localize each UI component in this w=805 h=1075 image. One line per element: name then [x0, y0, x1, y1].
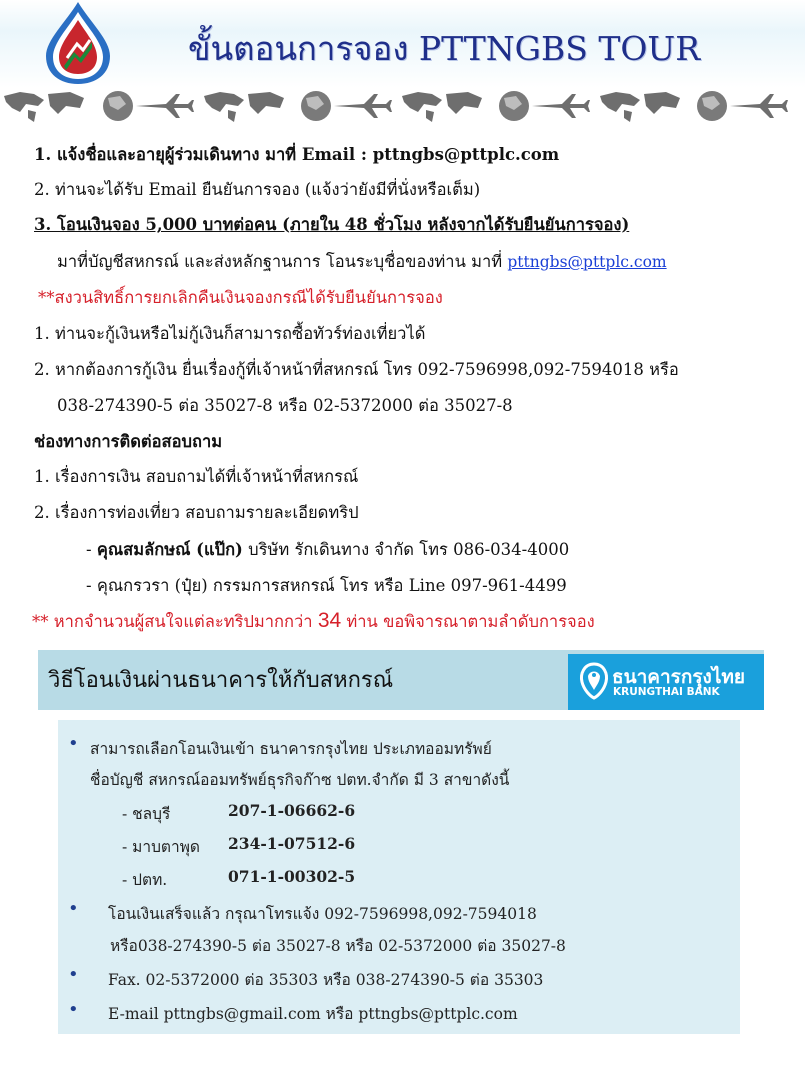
contact-item-2: 2. เรื่องการท่องเที่ยว สอบถามรายละเอียดทริป	[34, 503, 359, 522]
step-1: 1. แจ้งชื่อและอายุผู้ร่วมเดินทาง มาที่ Email : pttngbs@pttplc.com	[34, 145, 560, 164]
bank-intro-1: สามารถเลือกโอนเงินเข้า ธนาคารกรุงไทย ประเภทออมทรัพย์	[90, 740, 492, 758]
airplane-icon	[136, 94, 194, 118]
contact-person-1	[86, 537, 569, 563]
branch-name: - ปตท.	[122, 871, 168, 889]
contact-person-1-name: คุณสมลักษณ์ (แป๊ก)	[96, 540, 243, 559]
bank-section-title: วิธีโอนเงินผ่านธนาคารให้กับสหกรณ์	[48, 668, 394, 693]
branch-account: 234-1-07512-6	[228, 834, 356, 853]
krungthai-logo-thai: ธนาคารกรุงไทย	[612, 666, 746, 688]
step-2: 2. ท่านจะได้รับ Email ยืนยันการจอง (แจ้งว่ายังมีที่นั่งหรือเต็ม)	[34, 180, 481, 199]
bullet-icon: •	[68, 999, 79, 1020]
notice-number: 34	[317, 609, 342, 632]
transfer-notify-2: หรือ038-274390-5 ต่อ 35027-8 หรือ 02-5372000 ต่อ 35027-8	[110, 937, 566, 955]
email-line: E-mail pttngbs@gmail.com หรือ pttngbs@pttplc.com	[108, 1005, 518, 1023]
transfer-notify-1: โอนเงินเสร็จแล้ว กรุณาโทรแจ้ง 092-7596998,092-7594018	[108, 905, 537, 923]
bullet-icon: •	[68, 964, 79, 985]
ptt-drop-logo-icon	[40, 0, 116, 86]
rights-heading: **สงวนสิทธิ์การยกเลิกคืนเงินจองกรณีได้รับยืนยันการจอง	[38, 288, 443, 307]
rights-item-2-cont: 038-274390-5 ต่อ 35027-8 หรือ 02-5372000 ต่อ 35027-8	[57, 396, 513, 415]
contact-heading: ช่องทางการติดต่อสอบถาม	[34, 432, 223, 451]
email-link[interactable]: pttngbs@pttplc.com	[507, 253, 667, 271]
bullet-icon: •	[68, 898, 79, 919]
step-3-detail-text: มาที่บัญชีสหกรณ์ และส่งหลักฐานการ โอนระบุชื่อของท่าน มาที่	[57, 252, 503, 271]
contact-person-1-prefix: -	[86, 540, 97, 559]
branch-account: 207-1-06662-6	[228, 801, 356, 820]
krungthai-bird-icon	[578, 660, 610, 702]
step-3-detail	[57, 249, 667, 275]
world-map-strip-icon	[0, 86, 805, 126]
krungthai-logo-english: KRUNGTHAI BANK	[613, 686, 720, 698]
rights-item-1: 1. ท่านจะกู้เงินหรือไม่กู้เงินก็สามารถซื้อทัวร์ท่องเที่ยวได้	[34, 324, 426, 343]
notice-text-pre: ** หากจำนวนผู้สนใจแต่ละทริปมากกว่า	[32, 612, 318, 631]
contact-person-1-detail: บริษัท รักเดินทาง จำกัด โทร 086-034-4000	[242, 540, 570, 559]
bank-intro-2: ชื่อบัญชี สหกรณ์ออมทรัพย์ธุรกิจก๊าซ ปตท.จำกัด มี 3 สาขาดังนี้	[90, 771, 510, 789]
branch-account: 071-1-00302-5	[228, 867, 356, 886]
fax-line: Fax. 02-5372000 ต่อ 35303 หรือ 038-274390-5 ต่อ 35303	[108, 971, 544, 989]
step-3: 3. โอนเงินจอง 5,000 บาทต่อคน (ภายใน 48 ชั่วโมง หลังจากได้รับยืนยันการจอง)	[34, 215, 630, 234]
rights-item-2: 2. หากต้องการกู้เงิน ยื่นเรื่องกู้ที่เจ้าหน้าที่สหกรณ์ โทร 092-7596998,092-7594018 หรือ	[34, 360, 679, 379]
contact-item-1: 1. เรื่องการเงิน สอบถามได้ที่เจ้าหน้าที่สหกรณ์	[34, 467, 359, 486]
branch-name: - ชลบุรี	[122, 805, 171, 823]
page-title: ขั้นตอนการจอง PTTNGBS TOUR	[188, 29, 701, 68]
bullet-icon: •	[68, 733, 79, 754]
contact-person-2: - คุณกรวรา (ปุ๋ย) กรรมการสหกรณ์ โทร หรือ Line 097-961-4499	[86, 576, 567, 595]
branch-name: - มาบตาพุด	[122, 838, 200, 856]
notice-text-post: ท่าน ขอพิจารณาตามลำดับการจอง	[341, 612, 595, 631]
booking-notice	[32, 609, 595, 635]
